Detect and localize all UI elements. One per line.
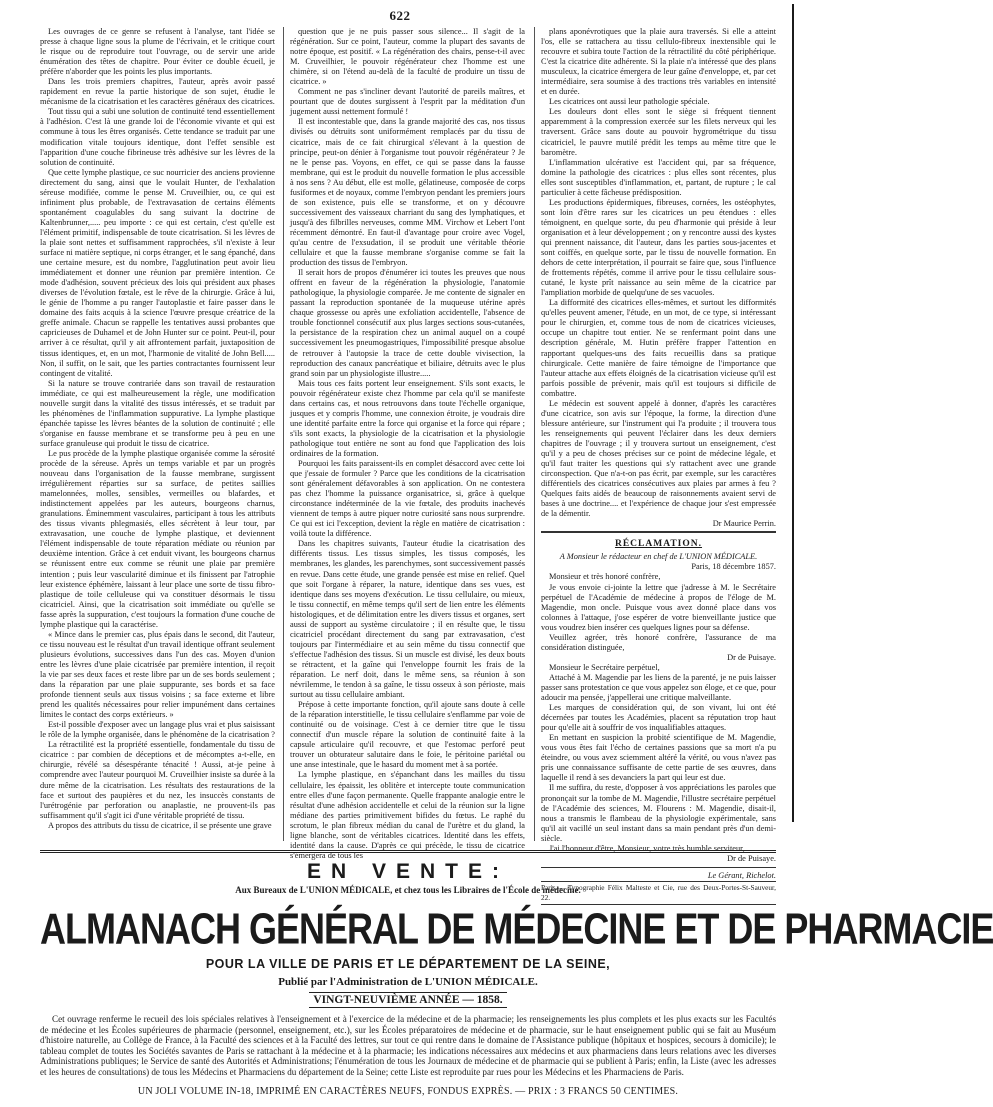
column-divider (534, 27, 535, 841)
paragraph: Les marques de considération qui, de son vivant, lui ont été décernées par toutes les Académies, placent sa réputation trop haut pour qu'elle ait à souffrir de vos inqualifiables attaques. (541, 703, 776, 733)
column-3 (541, 27, 776, 902)
paragraph: La lymphe plastique, en s'épanchant dans les mailles du tissu cellulaire, les épaissit, les oblitère et intercepte toute communication entre elles d'une façon permanente. Quelle frappante analogie entre le résultat d'une adhésion accidentelle et celui de la réunion sur la ligne médiane des parties primitivement bifides du fœtus. Le raphé du scrotum, le plan fibreux médian du canal de l'urètre et du gland, la ligne blanche, sont de véritables cicatrices. Identité dans les effets, identité dans la cause. D'après ce qui précède, le tissu de cicatrice s'émergera de tous les (290, 770, 525, 860)
paragraph: En mettant en suspicion la probité scientifique de M. Magendie, vous vous êtes fait l'écho de certaines passions que sa mort n'a pu éteindre, ou vous avez sciemment altéré la vérité, ou vous n'avez pas pris une connaissance suffisante de cette partie de ses œuvres, dans laquelle il rend à ses devanciers la part qui leur est due. (541, 733, 776, 783)
paragraph: La rétractilité est la propriété essentielle, fondamentale du tissu de cicatrice : par combien de déceptions et de mécomptes a-t-elle, en chirurgie, révélé sa désespérante ténacité ! Aussi, at-je peine à comprendre avec l'auteur pourquoi M. Cruveilhier insiste sa durée à la dure même de la cicatrisation. Les résultats des restaurations de la face et surtout des paupières et du nez, les insuccès constants de l'urétrogénie par perforation ou anaplastie, ne prouvent-ils pas suffisamment qu'il s'agit ici d'une véritable propriété de tissu. (40, 740, 275, 820)
page-number: 622 (389, 8, 411, 23)
paragraph: Je vous envoie ci-jointe la lettre que j'adresse à M. le Secrétaire perpétuel de l'Académie de médecine à propos de l'éloge de M. Magendie, mon oncle. Puisque vous avez donné place dans vos colonnes à l'attaque, j'ose espérer de votre bienveillante justice que vous voudrez bien insérer ces quelques lignes pour sa défense. (541, 582, 776, 632)
advert-annee (40, 994, 776, 1006)
paragraph: J'ai l'honneur d'être, Monsieur, votre très humble serviteur, (549, 843, 745, 853)
article-signature: Dr Maurice Perrin. (712, 519, 776, 529)
salutation: Monsieur et très honoré confrère, (549, 572, 661, 582)
salutation: Monsieur le Secrétaire perpétuel, (549, 662, 660, 672)
paragraph: Dans les chapitres suivants, l'auteur étudie la cicatrisation des différents tissus. Les tissus simples, les tissus composés, les membranes, les glandes, les parenchymes, sont successivement passés en revue. Dans cette étude, une grande pensée est mise en relief. Quel que soit l'organe à réparer, la nature, identique dans ses vues, est identique dans ses moyens d'exécution. Le tissu cellulaire, ou mieux, le tissu connectif, en même temps qu'il sert de lien entre les éléments histologiques, et de délimitation entre les divers tissus et organes, sert aussi de support au système circulatoire ; il en résulte que, le tissu cicatriciel procédant directement du sang par extravasation, c'est toujours par l'intermédiaire et au sein même du tissu connectif que s'effectue l'adhésion des tissus. Si un muscle est divisé, les deux bouts se rétractent, et la gaîne qui l'enveloppe fournit les frais de la réparation. Le nerf doit, dans le même sens, sa réunion à son névrilemme, le tendon à sa gaîne, le tissu osseux à son périoste, mais surtout au tissu cellulaire ambiant. (290, 539, 525, 700)
reclamation-date: Paris, 18 décembre 1857. (691, 562, 776, 572)
paragraph: Comment ne pas s'incliner devant l'autorité de pareils maîtres, et pourtant que de doutes surgissent à l'esprit par la méditation d'un jugement aussi nettement formulé ! (290, 87, 525, 117)
advert-pour: POUR LA VILLE DE PARIS ET LE DÉPARTEMENT DE LA SEINE, (205, 957, 611, 971)
paragraph: Attaché à M. Magendie par les liens de la parenté, je ne puis laisser passer sans protestation ce que vous appelez son éloge, et ce que, pour adoucir ma pensée, j'appellerai une critique malveillante. (541, 672, 776, 703)
reclamation-title: RÉCLAMATION. (614, 539, 703, 550)
paragraph: Les ouvrages de ce genre se refusent à l'analyse, tant l'idée se presse à chaque ligne sous la plume de l'écrivain, et le critique court le risque ou de reproduire tout l'ouvrage, ou de servir une aride énumération des têtes de chapitre. Pour éviter ce double écueil, je préfère n'aborder que les points les plus importants. (40, 27, 275, 77)
printer-line: Paris.— Typographie Félix Malteste et Cie, rue des Deux-Portes-St-Sauveur, 22. (541, 881, 776, 905)
paragraph: Est-il possible d'exposer avec un langage plus vrai et plus saisissant le rôle de la lymphe organisée, dans le phénomène de la cicatrisation ? (40, 720, 276, 740)
section-divider (541, 531, 776, 533)
paragraph: L'inflammation ulcérative est l'accident qui, par sa fréquence, domine la pathologie des cicatrices : plus elles sont récentes, plus elles sont susceptibles d'inflammation, et, partant, de rupture ; le cal particulier à cette fâcheuse prédisposition. (541, 157, 776, 197)
advert-volume-price: UN JOLI VOLUME IN-18, IMPRIMÉ EN CARACTÈRES NEUFS, FONDUS EXPRÈS. — PRIX : 3 FRANCS 50 CENTIMES. (137, 1086, 679, 1098)
advert-publie: Publié par l'Administration de L'UNION MÉDICALE. (278, 976, 538, 988)
paragraph: Le pus procède de la lymphe plastique organisée comme la sérosité procède de la séreuse. Après un temps variable et par un progrès nouveau dans l'organisation de la fausse membrane, surgissent irrégulièrement réparties sur sa surface, de petites saillies mamelonnées, molles, sensibles, vermeilles ou blafardes, et indistinctement appelées par les auteurs, bourgeons charnus, granulations. Éminemment vasculaires, participant à tous les attributs des tissus vivants phlegmasiés, elles sécrètent à leur tour, par extravasation, une couche de lymphe plastique, et deviennent l'élément indispensable de toute réparation médiate ou réunion par deuxième intention. Grâce à cet enduit vivant, les bourgeons charnus se réunissent entre eux comme se réunit une plaie par première intention ; puis leur vascularité diminue et ils finissent par l'atrophie leur existence éphémère, laissant à leur place une sorte de tissu fibro-plastique de toile celluleuse qui va constituer désormais le tissu cicatriciel. Ainsi, que la cicatrisation soit immédiate ou qu'elle se fasse après la suppuration, c'est toujours la formation d'une couche de lymphe plastique qui la caractérise. (40, 448, 275, 629)
advert-aux-bureaux: Aux Bureaux de L'UNION MÉDICALE, et chez tous les Libraires de l'École de médecine. (235, 885, 581, 895)
paragraph: Il est incontestable que, dans la grande majorité des cas, nos tissus divisés ou détruits sont uniformément remplacés par du tissu de cicatrice, mais de ce fait chirurgical s'élevant à la question de principe, peut-on dénier à l'organisme tout pouvoir régénérateur ? Je ne le pense pas. Voyons, en effet, ce qui se passe dans la fausse membrane, qui est le produit du nouvelle formation le plus accessible à nos sens ? Au début, elle est molle, gélatineuse, composée de corps fusiformes et de noyaux, comme l'embryon pendant les premiers jours de son existence, puis elle se transforme, et on y découvre successivement des vaisseaux charriant du sang des lymphatiques, et jusqu'à des filbrilles nerveuses, comme MM. Virchow et Lebert l'ont récemment démontré. En faut-il d'avantage pour croire avec Vogel, qu'au centre de l'exsudation, il se produit une véritable théorie cellulaire et que la fausse membrane s'organise comme se fait la production des tissus de l'embryon. (290, 117, 525, 268)
right-edge-rule (792, 4, 794, 822)
letter-signature: Dr de Puisaye. (727, 652, 776, 662)
paragraph: Mais tous ces faits portent leur enseignement. S'ils sont exacts, le pouvoir régénérateur existe chez l'homme par cela qu'il se manifeste dans certains cas, et nous retrouvons dans toute l'échelle organique, jusques et y compris l'homme, une connexion étroite, je voudrais dire une identité parfaite entre la force qui organise et la force qui répare ; s'ils sont exacts, la physiologie de la cicatrisation et la physiologie pathologique tout entière ne sont au fond que l'application des lois ordinaires de la formation. (290, 378, 525, 458)
advert-top-rule (40, 850, 776, 853)
paragraph: Les productions épidermiques, fibreuses, cornées, les ostéophytes, sont loin d'être rares sur les cicatrices un peu étendues : elles témoignent, en quelque sorte, du peu d'harmonie qui préside à leur organisation et à leur développement ; on y rencontre aussi des kystes qui prennent naissance, dit l'auteur, dans les parties sous-jacentes et sont coiffés, en quelque sorte, par le tissu de nouvelle formation. En dehors de cette interprétation, il pourrait se faire que, sous l'influence de frottements répétés, comme il arrive pour le tissu cellulaire sous-cutané, le kyste prît naissance au sein même de la cicatrice par l'ampliation morbide de quelqu'une de ses vacuoles. (541, 197, 776, 298)
paragraph: Les douleurs dont elles sont le siège si fréquent tiennent apparemment à la compression exercée sur les filets nerveux qui les traversent. Grâce sans doute au pouvoir hygrométrique du tissu cicatriciel, le pauvre mutilé prédit les temps au même titre que le baromètre. (541, 107, 776, 157)
reclamation-subtitle: A Monsieur le rédacteur en chef de L'UNION MÉDICALE. (559, 552, 758, 562)
advert-annee-text: VINGT-NEUVIÈME ANNÉE — 1858. (309, 992, 506, 1008)
paragraph: plans aponévrotiques que la plaie aura traversés. Si elle a atteint l'os, elle se rattachera au tissu cellulo-fibreux inextensible qui le recouvre et subira toute l'action de la rétractilité du côté périphérique. C'est la cicatrice dite adhérente. Si la plaie n'a intéressé que des plans musculeux, la cicatrice émergera de leur gaîne d'enveloppe, et, par cet intermédiaire, sera soumise à des tractions très variables en intensité et en durée. (541, 27, 776, 97)
paragraph: Si la nature se trouve contrariée dans son travail de restauration immédiate, ce qui est malheureusement la règle, une modification nouvelle surgit dans la vitalité des tissus intéressés, et se traduit par les phénomènes de l'inflammation suppurative. La lymphe plastique épanchée tapisse les lèvres béantes de la solution de continuité ; elle s'organise en fausse membrane et se transforme peu à peu en une surface granuleuse qui produit le tissu de cicatrice. (40, 378, 275, 448)
paragraph: Dans les trois premiers chapitres, l'auteur, après avoir passé rapidement en revue la partie historique de son sujet, étudie le mécanisme de la cicatrisation et les caractères généraux des cicatrices. (40, 77, 275, 107)
paragraph: Tout tissu qui a subi une solution de continuité tend essentiellement à l'adhésion. C'est là une grande loi de l'économie vivante et qui est commune à tous les êtres organisés. Cette tendance se traduit par une modification vitale toujours identique, dont l'effet sensible est l'apparition d'une couche fibrineuse très adhésive sur les lèvres de la solution de continuité. (40, 107, 275, 167)
paragraph: Le médecin est souvent appelé à donner, d'après les caractères d'une cicatrice, son avis sur l'époque, la forme, la direction d'une blessure antérieure, sur l'instrument qui l'a produite ; il trouvera tous les renseignements qui peuvent l'éclairer dans les deux derniers chapitres de l'ouvrage ; il y trouvera surtout un enseignement, c'est qu'il y a peu de choses précises sur ce point de médecine légale, et qu'il faut traiter les questions qui s'y rattachent avec une grande circonspection. Que n'a-t-on pas écrit, par exemple, sur les caractères différentiels des cicatrices consécutives aux plaies par armes à feu ? Quelques faits aidés de beaucoup de raisonnements avaient servi de bases à une doctrine.... et l'expérience de chaque jour s'est empressée de la démentir. (541, 398, 776, 519)
column-1 (40, 27, 275, 841)
column-2 (290, 27, 525, 860)
paragraph: « Mince dans le premier cas, plus épais dans le second, dit l'auteur, ce tissu nouveau est le résultat d'un travail identique offrant seulement plusieurs évolutions, successives dans l'un des cas. Moyen d'union entre les lèvres d'une plaie cicatrisée par première intention, il reçoit la vie par ses deux faces et reste libre par un de ses bords seulement ; dans la réparation par une plaie suppurante, ses bords et sa face profonde tiennent seuls aux tissus voisins ; sa face externe et libre prend les qualités nécessaires pour relier impunément dans certaines limites le contact des corps extérieurs. » (40, 629, 275, 720)
column-divider (283, 27, 284, 841)
paragraph: Il me suffira, du reste, d'opposer à vos appréciations les paroles que prononçait sur la tombe de M. Magendie, l'illustre secrétaire perpétuel de l'Académie des sciences, M. Flourens : M. Magendie, disait-il, nous a transmis le flambeau de la physiologie expérimentale, sans qu'il ait vacillé un seul instant dans sa main pendant près d'un demi-siècle. (541, 783, 776, 843)
paragraph: La difformité des cicatrices elles-mêmes, et surtout les difformités qu'elles peuvent amener, l'étude, en un mot, de ce type, si intéressant pour le chirurgien, et, comme tous de nom de cicatrices vicieuses, occupe un chapitre tout entier. Ne se renfermant point dans une description générale, M. Hutin préfère frapper l'attention en rapportant quelques-uns des faits recueillis dans sa pratique chirurgicale. Cette manière de faire témoigne de l'importance que l'auteur attache aux effets éloignés de la cicatrisation vicieuse qu'il est parfois possible de prévenir, mais qu'il est toujours si difficile de combattre. (541, 298, 776, 398)
paragraph: Veuillez agréer, très honoré confrère, l'assurance de ma considération distinguée, (541, 632, 776, 652)
paragraph: question que je ne puis passer sous silence... Il s'agit de la régénération. Sur ce point, l'auteur, comme la plupart des savants de notre époque, est positif. « La régénération des chairs, pense-t-il avec M. Cruveilhier, le pouvoir régénérateur chez l'homme est une chimère, si on l'étend au-delà de la faculté de produire un tissu de cicatrice. » (290, 27, 525, 87)
paragraph: A propos des attributs du tissu de cicatrice, il se présente une grave (48, 820, 272, 830)
paragraph: Que cette lymphe plastique, ce suc nourricier des anciens provienne directement du sang, ainsi que le voulait Hunter, de l'exhalation séreuse modifiée, comme le pense M. Cruveilhier, ou, ce qui est infiniment plus probable, de l'extravasation de certains éléments spontanément coagulables du sang suivant la doctrine de Kaltenbrunner,..... peu importe : ce qui est certain, c'est qu'elle est l'élément primitif, indispensable de toute cicatrisation. Si les lèvres de la plaie sont nettes et suffisamment rapprochées, s'il n'existe à leur surface ni matière septique, ni corps étranger, et le sang épanché, dans une certaine mesure, est du nombre, l'agglutination peut avoir lieu immédiatement et donner une réunion par première intention. Ce mode d'adhésion, souvent précieux des lois qui président aux phases diverses de l'évolution fœtale, est le rêve de la chirurgie. Grâce à lui, le génie de l'homme a pu ranger l'autoplastie et faire passer dans le domaine des faits acquis à la science l'œuvre presque créatrice de la greffe animale. Chacun se rappelle les tentatives aussi probantes que capricieuses de Duhamel et de John Hunter sur ce point. Peut-il, pour arriver à ce résultat, qu'il y ait affrontement parfait, juxtaposition de tissus identiques, et, en un mot, l'harmonie de vitalité de John Bell..... Non, il suffit, on le sait, que les parties contractantes fournissent leur contingent de vitalité. (40, 167, 275, 378)
advert-almanach-title: ALMANACH GÉNÉRAL DE MÉDECINE ET DE PHARMACIE (40, 903, 993, 953)
advertisement (40, 850, 993, 1100)
paragraph: Il serait hors de propos d'énumérer ici toutes les preuves que nous offrent en faveur de la régénération la physiologie, l'anatomie pathologique, la physiologie comparée. Je me contente de signaler en passant la reproduction spontanée de la muqueuse utérine après chaque grossesse ou après une exfoliation accidentelle, l'absence de trouble fonctionnel consécutif aux plus larges sections sous-cutanées, la persistance de la respiration chez un animal auquel on a coupé successivement les pneumogastriques, l'impossibilité presque absolue de retrouver à l'autopsie la trace de cette double vivisection, la reproduction des canaux pancréatique et biliaire, détruits avec le plus grand soin par un physiologiste illustre..... (290, 268, 525, 378)
letter-signature: Dr de Puisaye. (727, 853, 776, 863)
advert-description: Cet ouvrage renferme le recueil des lois spéciales relatives à l'enseignement et à l'exercice de la médecine et de la pharmacie; les renseignements les plus complets et les plus exacts sur les Facultés de médecine et les Écoles supérieures de pharmacie (personnel, enseignement, etc.), sur les Écoles préparatoires de médecine et de pharmacie, sur le haut enseignement public qui se fait au Muséum d'histoire naturelle, au Collège de France, à la Faculté des sciences et à la Faculté des lettres, sur tout ce qui rentre dans le domaine de l'Assistance publique (hôpitaux et hospices, secours à domicile); le tableau complet de toutes les Sociétés savantes de Paris se rattachant à la médecine et à la pharmacie; les indications nécessaires aux médecins et aux pharmaciens dans leurs relations avec les diverses Administrations publiques; le Service de santé des Autorités et Administrations; l'énumération de tous les Journaux de médecine et de pharmacie qui se publient à Paris; enfin, la Liste (avec les adresses et les heures de consultations) de tous les Médecins et Pharmaciens du département de la Seine; cette Liste est reproduite par rues pour les Médecins et les Pharmaciens de Paris. (40, 1014, 776, 1077)
paragraph: Prépose à cette importante fonction, qu'il ajoute sans doute à celle de la réparation interstitielle, le tissu cellulaire s'enflamme par voie de continuité ou de voisinage. C'est à ce dernier titre que le tissu connectif d'un muscle répare la solution de continuité faite à la capsule articulaire qu'il recouvre, et que l'estomac perforé peut trouver un obturateur salutaire dans le foie, le péritoine pariétal ou une anse intestinale, que le hasard du moment met à sa portée. (290, 700, 525, 770)
gerant-line: Le Gérant, Richelot. (707, 870, 776, 880)
advert-vente: EN VENTE: (306, 860, 509, 883)
paragraph: Pourquoi les faits paraissent-ils en complet désaccord avec cette loi que j'essaie de formuler ? Parce que les conditions de la cicatrisation sont généralement défavorables à son application. On ne contestera pas chez l'homme la puissance organisatrice, si, grâce à quelque circonstance indéterminée de la vie fœtale, des produits inachevés viennent de temps à autre piquer notre curiosité sans nous surprendre. Ce qui est ici l'exception, devient la règle en matière de cicatrisation : voilà toute la différence. (290, 459, 525, 539)
paragraph: Les cicatrices ont aussi leur pathologie spéciale. (549, 97, 710, 107)
